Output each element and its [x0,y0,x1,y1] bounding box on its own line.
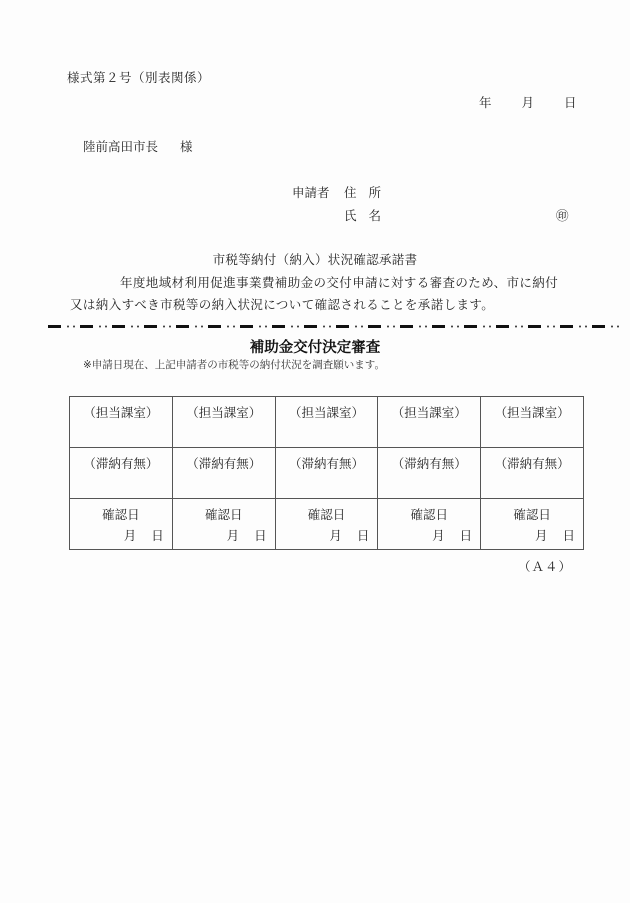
review-note: ※申請日現在、上記申請者の市税等の納付状況を調査願います。 [83,359,385,371]
paper-size-label: （Ａ４） [518,559,573,574]
dept-cell: （担当課室） [275,397,378,448]
addressee-name: 陸前高田市長 [83,139,159,154]
addressee [83,137,193,155]
arrears-cell: （滞納有無） [378,448,481,499]
consent-body-line1: 年度地域材利用促進事業費補助金の交付申請に対する審査のため、市に納付 [120,275,559,290]
date-line [479,93,577,111]
arrears-cell: （滞納有無） [172,448,275,499]
confirm-row [70,499,584,550]
review-title: 補助金交付決定審査 [249,340,381,356]
confirm-cell: 確認日 月 日 [378,499,481,550]
arrears-row [70,448,584,499]
addressee-honorific: 様 [180,139,193,154]
arrears-cell: （滞納有無） [275,448,378,499]
month-label: 月 [521,95,535,110]
arrears-cell: （滞納有無） [481,448,584,499]
consent-title: 市税等納付（納入）状況確認承諾書 [212,252,418,267]
consent-body-line2: 又は納入すべき市税等の納入状況について確認されることを承諾します。 [70,297,495,312]
arrears-cell: （滞納有無） [70,448,173,499]
review-table [69,396,584,550]
dept-cell: （担当課室） [481,397,584,448]
cut-line-separator [48,325,620,328]
dept-row [70,397,584,448]
address-label: 住 所 [344,185,385,200]
name-label: 氏 名 [344,208,385,223]
dept-cell: （担当課室） [172,397,275,448]
seal-icon: ㊞ [556,208,569,223]
confirm-cell: 確認日 月 日 [481,499,584,550]
year-label: 年 [479,95,492,110]
day-label: 日 [564,95,577,110]
confirm-cell: 確認日 月 日 [172,499,275,550]
confirm-cell: 確認日 月 日 [275,499,378,550]
confirm-cell: 確認日 月 日 [70,499,173,550]
applicant-label: 申請者 [292,185,330,200]
dept-cell: （担当課室） [70,397,173,448]
form-number: 様式第２号（別表関係） [67,70,211,85]
dept-cell: （担当課室） [378,397,481,448]
